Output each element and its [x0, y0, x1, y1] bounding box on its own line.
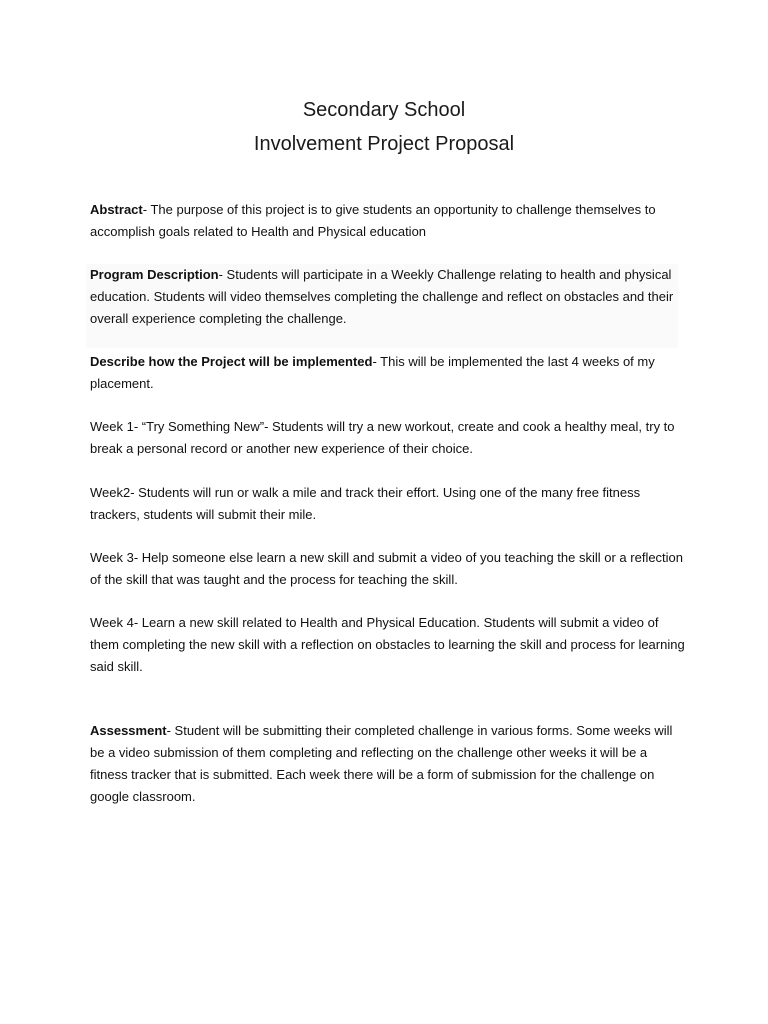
title-line-2: Involvement Project Proposal: [253, 133, 515, 155]
abstract-label: Abstract: [90, 202, 143, 217]
program-description-label: Program Description: [90, 267, 219, 282]
program-description-text: - Students will participate in a Weekly Challenge relating to health and physical education. Students will video themselves completing the challenge and reflect on obstacles and their overall experience completing the challenge.: [90, 267, 674, 326]
week-3-paragraph: Week 3- Help someone else learn a new skill and submit a video of you teaching the skill or a reflection of the skill that was taught and the process for teaching the skill.: [90, 550, 684, 587]
abstract-text: - The purpose of this project is to give students an opportunity to challenge themselves to accomplish goals related to Health and Physical education: [90, 202, 656, 239]
week-2-paragraph: Week2- Students will run or walk a mile and track their effort. Using one of the many free fitness trackers, students will submit their mile.: [90, 485, 641, 522]
assessment-paragraph: [90, 720, 685, 808]
assessment-label: Assessment: [90, 723, 167, 738]
week-1-paragraph: Week 1- “Try Something New”- Students will try a new workout, create and cook a healthy meal, try to break a personal record or another new experience of their choice.: [90, 419, 675, 456]
implementation-text: - This will be implemented the last 4 weeks of my placement.: [90, 354, 655, 391]
assessment-text: - Student will be submitting their completed challenge in various forms. Some weeks will be a video submission of them completing and reflecting on the challenge other weeks it will be a fitness tracker that is submitted. Each week there will be a form of submission for the challenge on google classroom.: [90, 723, 673, 804]
week-4-paragraph: Week 4- Learn a new skill related to Health and Physical Education. Students will submit a video of them completing the new skill with a reflection on obstacles to learning the skill and process for learning said skill.: [90, 615, 685, 674]
abstract-paragraph: [90, 199, 685, 243]
implementation-paragraph: [90, 351, 685, 395]
implementation-label: Describe how the Project will be implemented: [90, 354, 373, 369]
program-description-paragraph: [90, 264, 685, 330]
document-title: [0, 93, 768, 161]
title-line-1: Secondary School: [302, 99, 466, 121]
